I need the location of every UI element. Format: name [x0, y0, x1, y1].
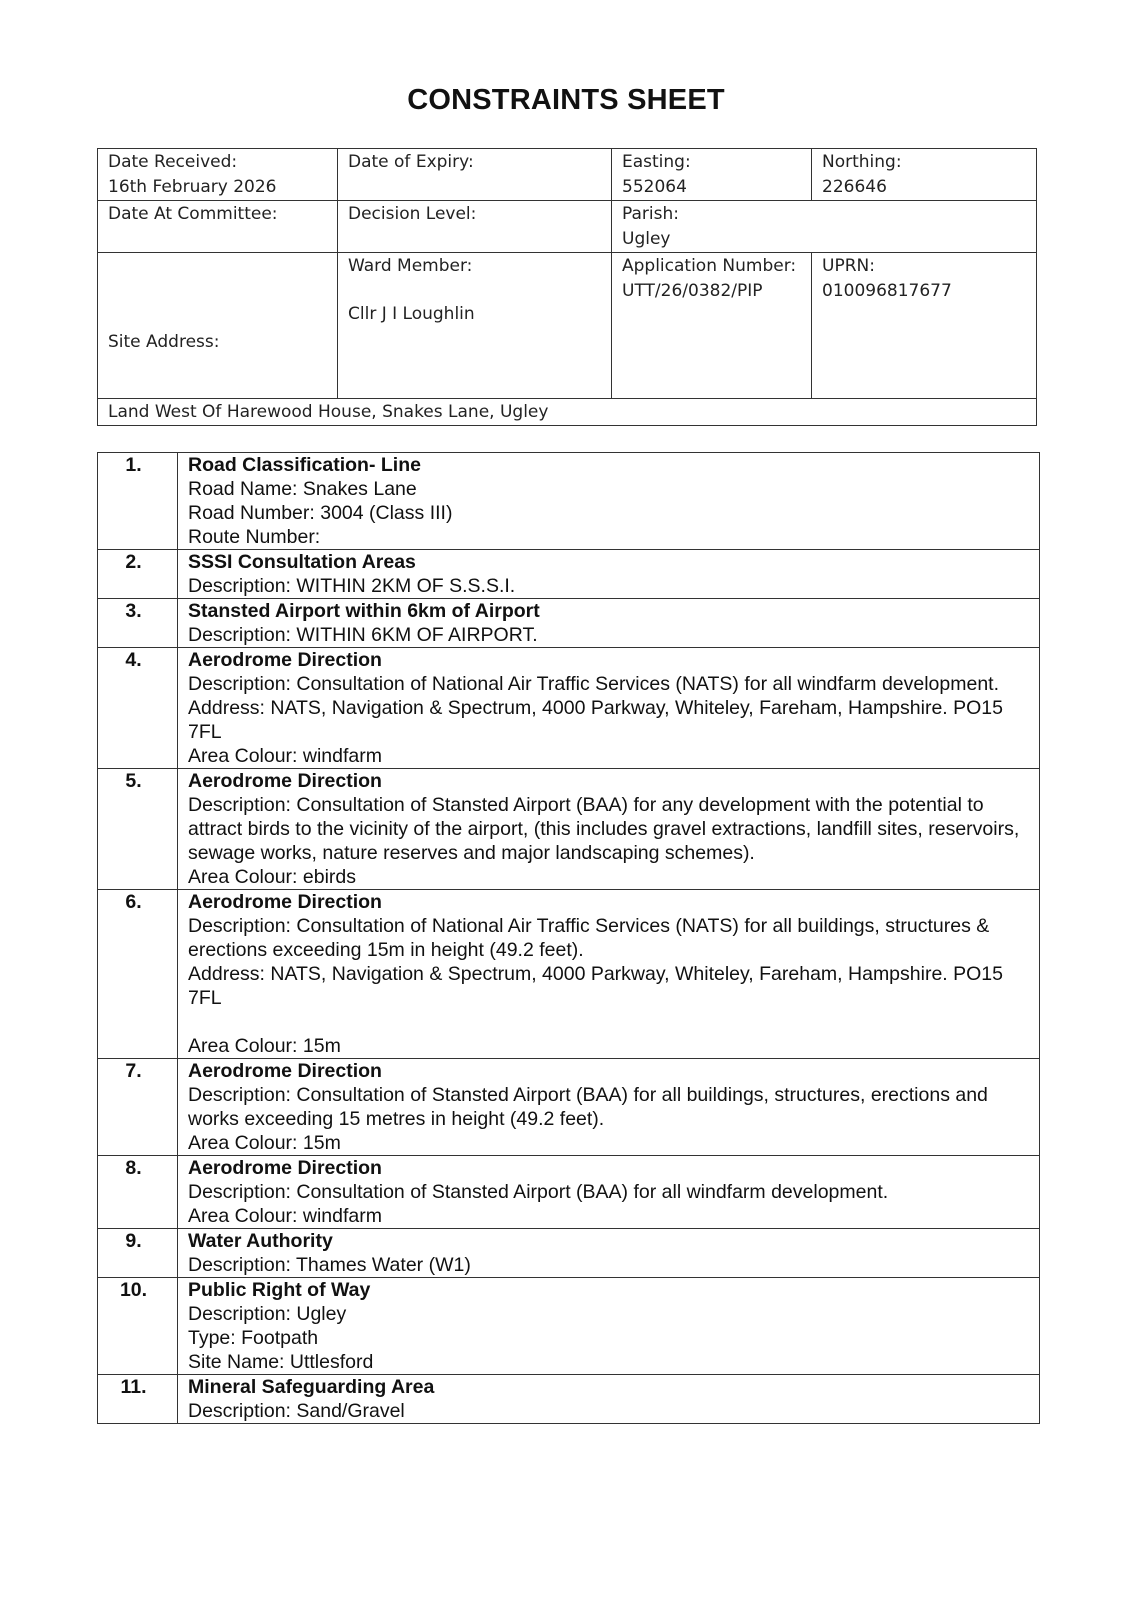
- constraint-details: [178, 599, 1040, 648]
- constraint-detail-line: Area Colour: windfarm: [188, 1205, 382, 1227]
- uprn-value: 010096817677: [822, 281, 952, 301]
- site-address-value-cell: [98, 399, 1037, 426]
- constraint-detail-line: Address: NATS, Navigation & Spectrum, 4000 Parkway, Whiteley, Fareham, Hampshire. PO15 7FL: [188, 697, 1003, 743]
- date-of-expiry-label: Date of Expiry:: [348, 152, 474, 172]
- constraint-row: [98, 550, 1040, 599]
- header-table: [97, 148, 1037, 426]
- decision-level-cell: [338, 201, 612, 253]
- constraint-heading: Aerodrome Direction: [188, 891, 382, 913]
- constraint-details: [178, 550, 1040, 599]
- northing-label: Northing:: [822, 152, 902, 172]
- constraint-details: [178, 1375, 1040, 1424]
- constraint-row: [98, 769, 1040, 890]
- constraint-detail-line: Description: Sand/Gravel: [188, 1400, 405, 1422]
- constraint-heading: Aerodrome Direction: [188, 770, 382, 792]
- site-address-cell: [98, 253, 338, 399]
- constraint-number: 3.: [98, 599, 178, 648]
- constraint-detail-line: Route Number:: [188, 526, 321, 548]
- constraint-row: [98, 890, 1040, 1059]
- constraint-detail-line: Address: NATS, Navigation & Spectrum, 4000 Parkway, Whiteley, Fareham, Hampshire. PO15 7FL: [188, 963, 1003, 1009]
- constraint-row: [98, 1059, 1040, 1156]
- constraint-detail-line: Description: Consultation of Stansted Airport (BAA) for any development with the potential to attract birds to the vicinity of the airport, (this includes gravel extractions, landfill sites, reservoirs, sewage works, nature reserves and major landscaping schemes).: [188, 794, 1020, 864]
- easting-label: Easting:: [622, 152, 691, 172]
- constraint-row: [98, 648, 1040, 769]
- constraint-blank-line: [188, 1010, 1031, 1034]
- constraint-detail-line: Area Colour: ebirds: [188, 866, 356, 888]
- constraints-table: [97, 452, 1040, 1424]
- ward-member-cell: [338, 253, 612, 399]
- date-received-value: 16th February 2026: [108, 177, 277, 197]
- northing-cell: [812, 149, 1037, 201]
- application-number-value: UTT/26/0382/PIP: [622, 281, 763, 301]
- constraint-number: 7.: [98, 1059, 178, 1156]
- constraint-number: 8.: [98, 1156, 178, 1229]
- constraint-row: [98, 1278, 1040, 1375]
- date-at-committee-label: Date At Committee:: [108, 204, 278, 224]
- constraint-detail-line: Description: WITHIN 2KM OF S.S.S.I.: [188, 575, 516, 597]
- constraint-detail-line: Description: Consultation of National Air Traffic Services (NATS) for all buildings, structures & erections exceeding 15m in height (49.2 feet).: [188, 915, 990, 961]
- constraint-number: 5.: [98, 769, 178, 890]
- constraint-details: [178, 890, 1040, 1059]
- constraint-heading: Aerodrome Direction: [188, 1157, 382, 1179]
- constraint-detail-line: Site Name: Uttlesford: [188, 1351, 374, 1373]
- constraint-number: 10.: [98, 1278, 178, 1375]
- constraint-detail-line: Description: Consultation of National Air Traffic Services (NATS) for all windfarm development.: [188, 673, 1000, 695]
- constraint-heading: Aerodrome Direction: [188, 649, 382, 671]
- constraint-details: [178, 1229, 1040, 1278]
- constraint-row: [98, 1156, 1040, 1229]
- constraint-number: 9.: [98, 1229, 178, 1278]
- page-title: CONSTRAINTS SHEET: [407, 84, 725, 116]
- uprn-label: UPRN:: [822, 256, 875, 276]
- date-at-committee-cell: [98, 201, 338, 253]
- constraint-heading: Aerodrome Direction: [188, 1060, 382, 1082]
- constraint-detail-line: Area Colour: 15m: [188, 1132, 341, 1154]
- constraint-detail-line: Type: Footpath: [188, 1327, 319, 1349]
- constraint-heading: Public Right of Way: [188, 1279, 371, 1301]
- parish-cell: [612, 201, 1037, 253]
- easting-value: 552064: [622, 177, 687, 197]
- northing-value: 226646: [822, 177, 887, 197]
- constraint-heading: SSSI Consultation Areas: [188, 551, 416, 573]
- decision-level-label: Decision Level:: [348, 204, 477, 224]
- constraints-list: [98, 453, 1040, 1424]
- constraint-details: [178, 1278, 1040, 1375]
- constraint-detail-line: Road Number: 3004 (Class III): [188, 502, 453, 524]
- site-address-value: Land West Of Harewood House, Snakes Lane, Ugley: [108, 402, 549, 422]
- application-number-cell: [612, 253, 812, 399]
- constraint-details: [178, 1156, 1040, 1229]
- constraint-row: [98, 453, 1040, 550]
- parish-value: Ugley: [622, 229, 671, 249]
- constraint-heading: Stansted Airport within 6km of Airport: [188, 600, 540, 622]
- constraint-number: 2.: [98, 550, 178, 599]
- constraint-details: [178, 769, 1040, 890]
- constraint-details: [178, 1059, 1040, 1156]
- constraint-row: [98, 599, 1040, 648]
- constraint-details: [178, 648, 1040, 769]
- constraint-details: [178, 453, 1040, 550]
- constraint-detail-line: Description: Consultation of Stansted Airport (BAA) for all windfarm development.: [188, 1181, 889, 1203]
- constraint-heading: Mineral Safeguarding Area: [188, 1376, 435, 1398]
- constraint-detail-line: Area Colour: 15m: [188, 1035, 341, 1057]
- constraint-number: 4.: [98, 648, 178, 769]
- constraint-number: 6.: [98, 890, 178, 1059]
- date-received-cell: [98, 149, 338, 201]
- constraint-row: [98, 1229, 1040, 1278]
- easting-cell: [612, 149, 812, 201]
- ward-member-label: Ward Member:: [348, 256, 473, 276]
- uprn-cell: [812, 253, 1037, 399]
- constraint-detail-line: Area Colour: windfarm: [188, 745, 382, 767]
- date-received-label: Date Received:: [108, 152, 238, 172]
- date-of-expiry-cell: [338, 149, 612, 201]
- constraint-number: 1.: [98, 453, 178, 550]
- site-address-label: Site Address:: [108, 332, 220, 352]
- constraint-detail-line: Road Name: Snakes Lane: [188, 478, 417, 500]
- constraint-detail-line: Description: WITHIN 6KM OF AIRPORT.: [188, 624, 538, 646]
- ward-member-value: Cllr J I Loughlin: [348, 304, 475, 324]
- parish-label: Parish:: [622, 204, 679, 224]
- constraint-detail-line: Description: Thames Water (W1): [188, 1254, 471, 1276]
- constraint-detail-line: Description: Ugley: [188, 1303, 347, 1325]
- constraint-heading: Water Authority: [188, 1230, 333, 1252]
- constraint-number: 11.: [98, 1375, 178, 1424]
- application-number-label: Application Number:: [622, 256, 797, 276]
- constraint-heading: Road Classification- Line: [188, 454, 421, 476]
- constraint-row: [98, 1375, 1040, 1424]
- constraint-detail-line: Description: Consultation of Stansted Airport (BAA) for all buildings, structures, erections and works exceeding 15 metres in height (49.2 feet).: [188, 1084, 988, 1130]
